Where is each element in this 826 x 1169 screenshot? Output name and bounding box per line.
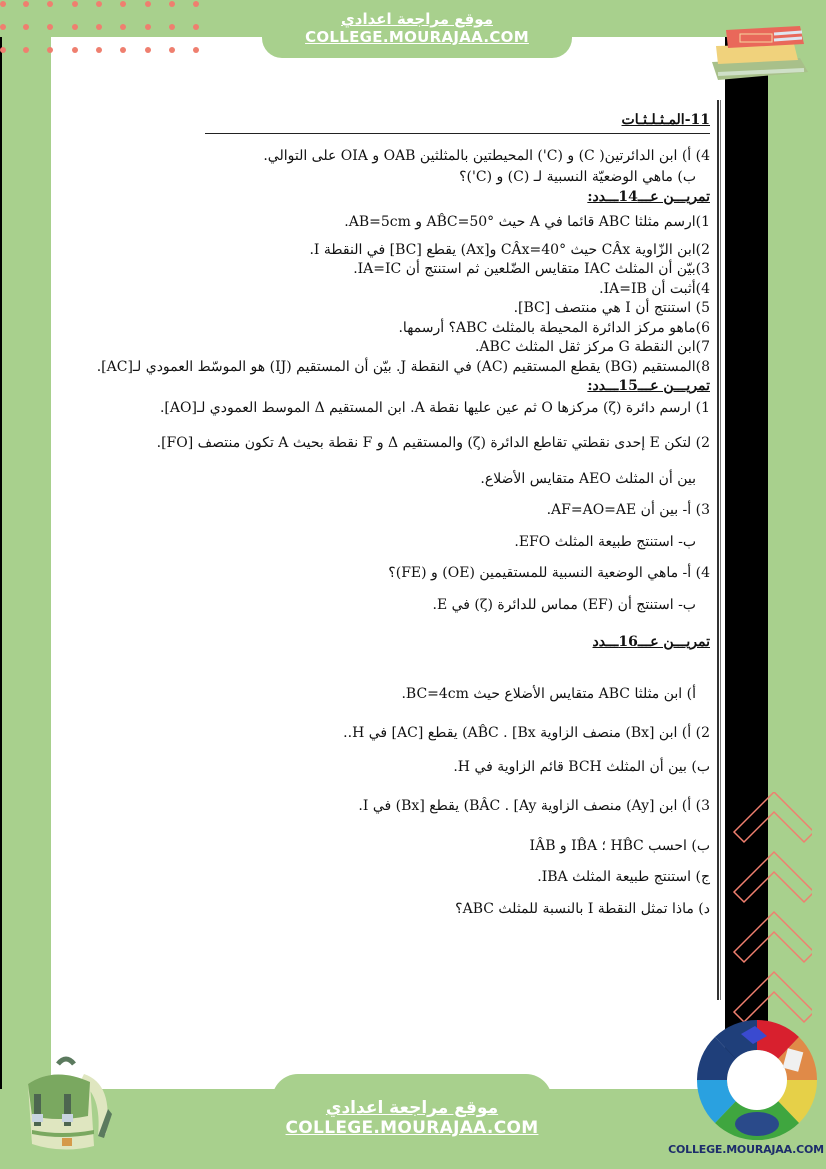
section-title: 11-المـثـلـثـات <box>205 112 710 134</box>
exercise-line: ب) بين أن المثلث BCH قائم الزاوية في H. <box>453 758 710 775</box>
exercise-line: 4) أ- ماهي الوضعية النسبية للمستقيمين (OE) و (FE)؟ <box>388 565 710 581</box>
chevron-up-decoration <box>732 792 812 1032</box>
exercise-line: 6)ماهو مركز الدائرة المحيطة بالمثلث ABC؟ أرسمها. <box>398 319 710 336</box>
header-site-badge[interactable] <box>262 0 572 58</box>
intro-line: ب) ماهي الوضعيّة النسبية لـ (C) و (C')؟ <box>459 169 696 185</box>
exercise-line: 3) أ) ابن [Ay) منصف الزاوية BÂC . [Ay) يقطع [Bx) في I. <box>358 798 710 814</box>
footer-site-url[interactable]: COLLEGE.MOURAJAA.COM <box>285 1118 539 1138</box>
education-wheel-logo <box>697 1020 817 1140</box>
exercise-line: 2)ابن الزّاوية CÂx حيث CÂx=40° و[Ax) يقطع [BC] في النقطة I. <box>309 241 710 258</box>
exercise-line: 4)أثبت أن IA=IB. <box>599 280 710 297</box>
exercise-line: 8)المستقيم (BG) يقطع المستقيم (AC) في النقطة J. بيّن أن المستقيم (IJ) هو الموسّط العمودي لـ[AC]. <box>96 358 710 375</box>
document-right-border <box>717 100 719 1000</box>
stacked-books-icon <box>704 14 816 84</box>
logo-caption: COLLEGE.MOURAJAA.COM <box>668 1143 824 1156</box>
document-content <box>96 112 710 918</box>
exercise-line: د) ماذا تمثل النقطة I بالنسبة للمثلث ABC؟ <box>455 900 710 917</box>
exercise-line: 5) استنتج أن I هي منتصف [BC]. <box>513 300 710 316</box>
header-site-name: موقع مراجعة اعدادي <box>341 10 493 28</box>
exercise-line: أ) ابن مثلثا ABC متقايس الأضلاع حيث BC=4cm. <box>401 685 696 702</box>
exercise-14-title: تمريـــن عـــ14ـــدد: <box>587 188 710 205</box>
exercise-line: 2) أ) ابن [Bx) منصف الزاوية AB̂C . [Bx) يقطع [AC] في H.. <box>343 725 710 741</box>
exercise-16-title: تمريـــن عـــ16ـــدد <box>592 634 710 650</box>
backpack-icon <box>14 1054 114 1159</box>
footer-site-name: موقع مراجعة اعدادي <box>325 1098 499 1118</box>
exercise-line: ب) احسب HB̂C ؛ IB̂A و IÂB <box>529 837 710 854</box>
exercise-line: 3)بيّن أن المثلث IAC متقايس الضّلعين ثم استنتج أن IA=IC. <box>353 261 710 277</box>
exercise-line: بين أن المثلث AEO متقايس الأضلاع. <box>480 470 696 487</box>
footer-site-badge[interactable] <box>272 1074 552 1169</box>
exercise-15-title: تمريـــن عـــ15ـــدد: <box>587 378 710 394</box>
header-site-url[interactable]: COLLEGE.MOURAJAA.COM <box>305 28 529 46</box>
exercise-line: 2) لتكن E إحدى نقطتي تقاطع الدائرة (ζ) والمستقيم Δ و F نقطة بحيث A تكون منتصف [FO]. <box>156 435 710 451</box>
left-frame-strip <box>2 37 51 1089</box>
exercise-line: ب- استنتج طبيعة المثلث EFO. <box>514 533 696 550</box>
intro-line: 4) أ) ابن الدائرتين( C) و (C') المحيطتين بالمثلثين OAB و OIA على التوالي. <box>263 147 710 164</box>
exercise-line: ج) استنتج طبيعة المثلث IBA. <box>537 869 710 885</box>
exercise-line: 1)ارسم مثلثا ABC قائما في A حيث AB̂C=50° و AB=5cm. <box>344 214 710 230</box>
exercise-line: 1) ارسم دائرة (ζ) مركزها O ثم عين عليها نقطة A. ابن المستقيم Δ الموسط العمودي لـ[AO]. <box>159 399 710 416</box>
document-right-border-inner <box>720 100 721 1000</box>
exercise-line: ب- استنتج أن (EF) مماس للدائرة (ζ) في E. <box>432 596 696 613</box>
exercise-line: 3) أ- بين أن AF=AO=AE. <box>546 502 710 518</box>
exercise-line: 7)ابن النقطة G مركز ثقل المثلث ABC. <box>474 339 710 355</box>
